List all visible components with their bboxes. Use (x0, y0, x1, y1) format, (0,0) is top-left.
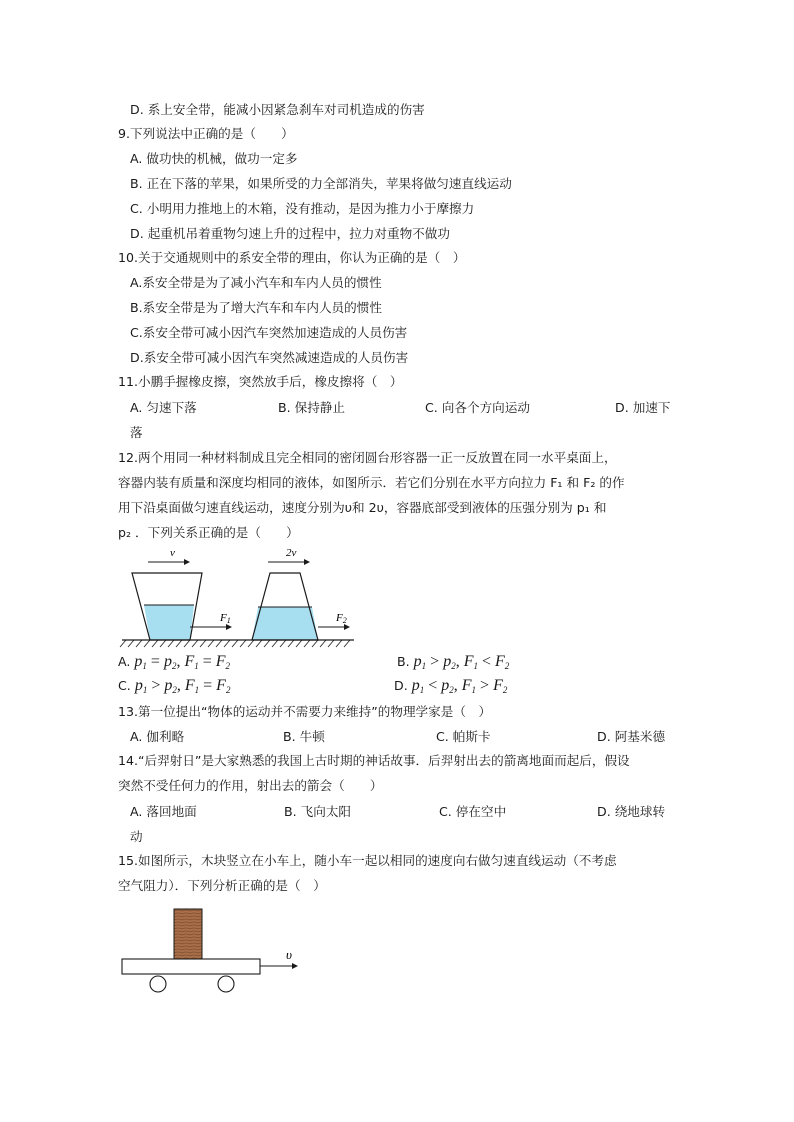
q12-stem-line4: p₂ ．下列关系正确的是（ ） (118, 525, 299, 540)
q14-stem-line1: 14.“后羿射日”是大家熟悉的我国上古时期的神话故事．后羿射出去的箭离地面而起后，假设 (118, 753, 630, 768)
q13-stem: 13.第一位提出“物体的运动并不需要力来维持”的物理学家是（ ） (118, 704, 492, 719)
q15-figure (118, 906, 308, 998)
wood-block (174, 909, 202, 959)
q12-figure (118, 545, 358, 650)
q11-option-b: B. 保持静止 (278, 400, 346, 415)
q14-option-d-cont: 动 (130, 829, 143, 844)
q9-stem: 9.下列说法中正确的是（ ） (118, 126, 294, 141)
q10-option-c: C.系安全带可减小因汽车突然加速造成的人员伤害 (130, 325, 408, 340)
cart-wheel-right (218, 976, 234, 992)
q8-option-d: D. 系上安全带，能减小因紧急刹车对司机造成的伤害 (130, 102, 425, 117)
q12-option-c: C. p1 > p2, F1 = F2 (118, 677, 231, 695)
q11-option-c: C. 向各个方向运动 (425, 400, 530, 415)
q14-option-d: D. 绕地球转 (597, 804, 666, 819)
q15-stem-line2: 空气阻力）．下列分析正确的是（ ） (118, 878, 326, 893)
q15-stem-line1: 15.如图所示，木块竖立在小车上，随小车一起以相同的速度向右做匀速直线运动（不考虑 (118, 853, 617, 868)
q12-velocity-v-label: v (170, 547, 175, 559)
q10-option-a: A.系安全带是为了减小汽车和车内人员的惯性 (130, 275, 382, 290)
q12-ground (120, 640, 354, 647)
q14-option-b: B. 飞向太阳 (284, 804, 352, 819)
q10-option-d: D.系安全带可减小因汽车突然减速造成的人员伤害 (130, 350, 409, 365)
q12-left-container (132, 573, 202, 640)
q12-right-container (252, 573, 318, 640)
q12-f2-label: F2 (336, 612, 347, 625)
q12-stem-line3: 用下沿桌面做匀速直线运动，速度分别为υ和 2υ，容器底部受到液体的压强分别为 p₁ 和 (118, 500, 607, 515)
q10-option-b: B.系安全带是为了增大汽车和车内人员的惯性 (130, 300, 382, 315)
q10-stem: 10.关于交通规则中的系安全带的理由，你认为正确的是（ ） (118, 250, 466, 265)
q11-stem: 11.小鹏手握橡皮擦，突然放手后，橡皮擦将（ ） (118, 374, 403, 389)
q9-option-a: A. 做功快的机械，做功一定多 (130, 151, 298, 166)
q13-option-c: C. 帕斯卡 (436, 729, 491, 744)
q11-option-d-cont: 落 (130, 425, 143, 440)
q12-option-b: B. p1 > p2, F1 < F2 (397, 653, 510, 671)
q12-f1-label: F1 (220, 612, 231, 625)
cart-body (122, 959, 260, 974)
q9-option-d: D. 起重机吊着重物匀速上升的过程中，拉力对重物不做功 (130, 226, 450, 241)
q11-option-a: A. 匀速下落 (130, 400, 197, 415)
q13-option-b: B. 牛顿 (283, 729, 325, 744)
q9-option-c: C. 小明用力推地上的木箱，没有推动，是因为推力小于摩擦力 (130, 201, 475, 216)
cart-wheel-left (150, 976, 166, 992)
q9-option-b: B. 正在下落的苹果，如果所受的力全部消失，苹果将做匀速直线运动 (130, 176, 512, 191)
q15-velocity-label: υ (286, 947, 292, 962)
q12-velocity-2v-label: 2v (286, 547, 297, 559)
q12-stem-line2: 容器内装有质量和深度均相同的液体，如图所示．若它们分别在水平方向拉力 F₁ 和 F₂ 的作 (118, 475, 625, 490)
q12-option-a: A. p1 = p2, F1 = F2 (118, 653, 231, 671)
q14-stem-line2: 突然不受任何力的作用，射出去的箭会（ ） (118, 778, 383, 793)
q13-option-d: D. 阿基米德 (597, 729, 666, 744)
q14-option-a: A. 落回地面 (130, 804, 197, 819)
q12-stem-line1: 12.两个用同一种材料制成且完全相同的密闭圆台形容器一正一反放置在同一水平桌面上， (118, 450, 617, 465)
q13-option-a: A. 伽利略 (130, 729, 185, 744)
q14-option-c: C. 停在空中 (439, 804, 507, 819)
q12-option-d: D. p1 < p2, F1 > F2 (394, 677, 508, 695)
q11-option-d: D. 加速下 (615, 400, 671, 415)
